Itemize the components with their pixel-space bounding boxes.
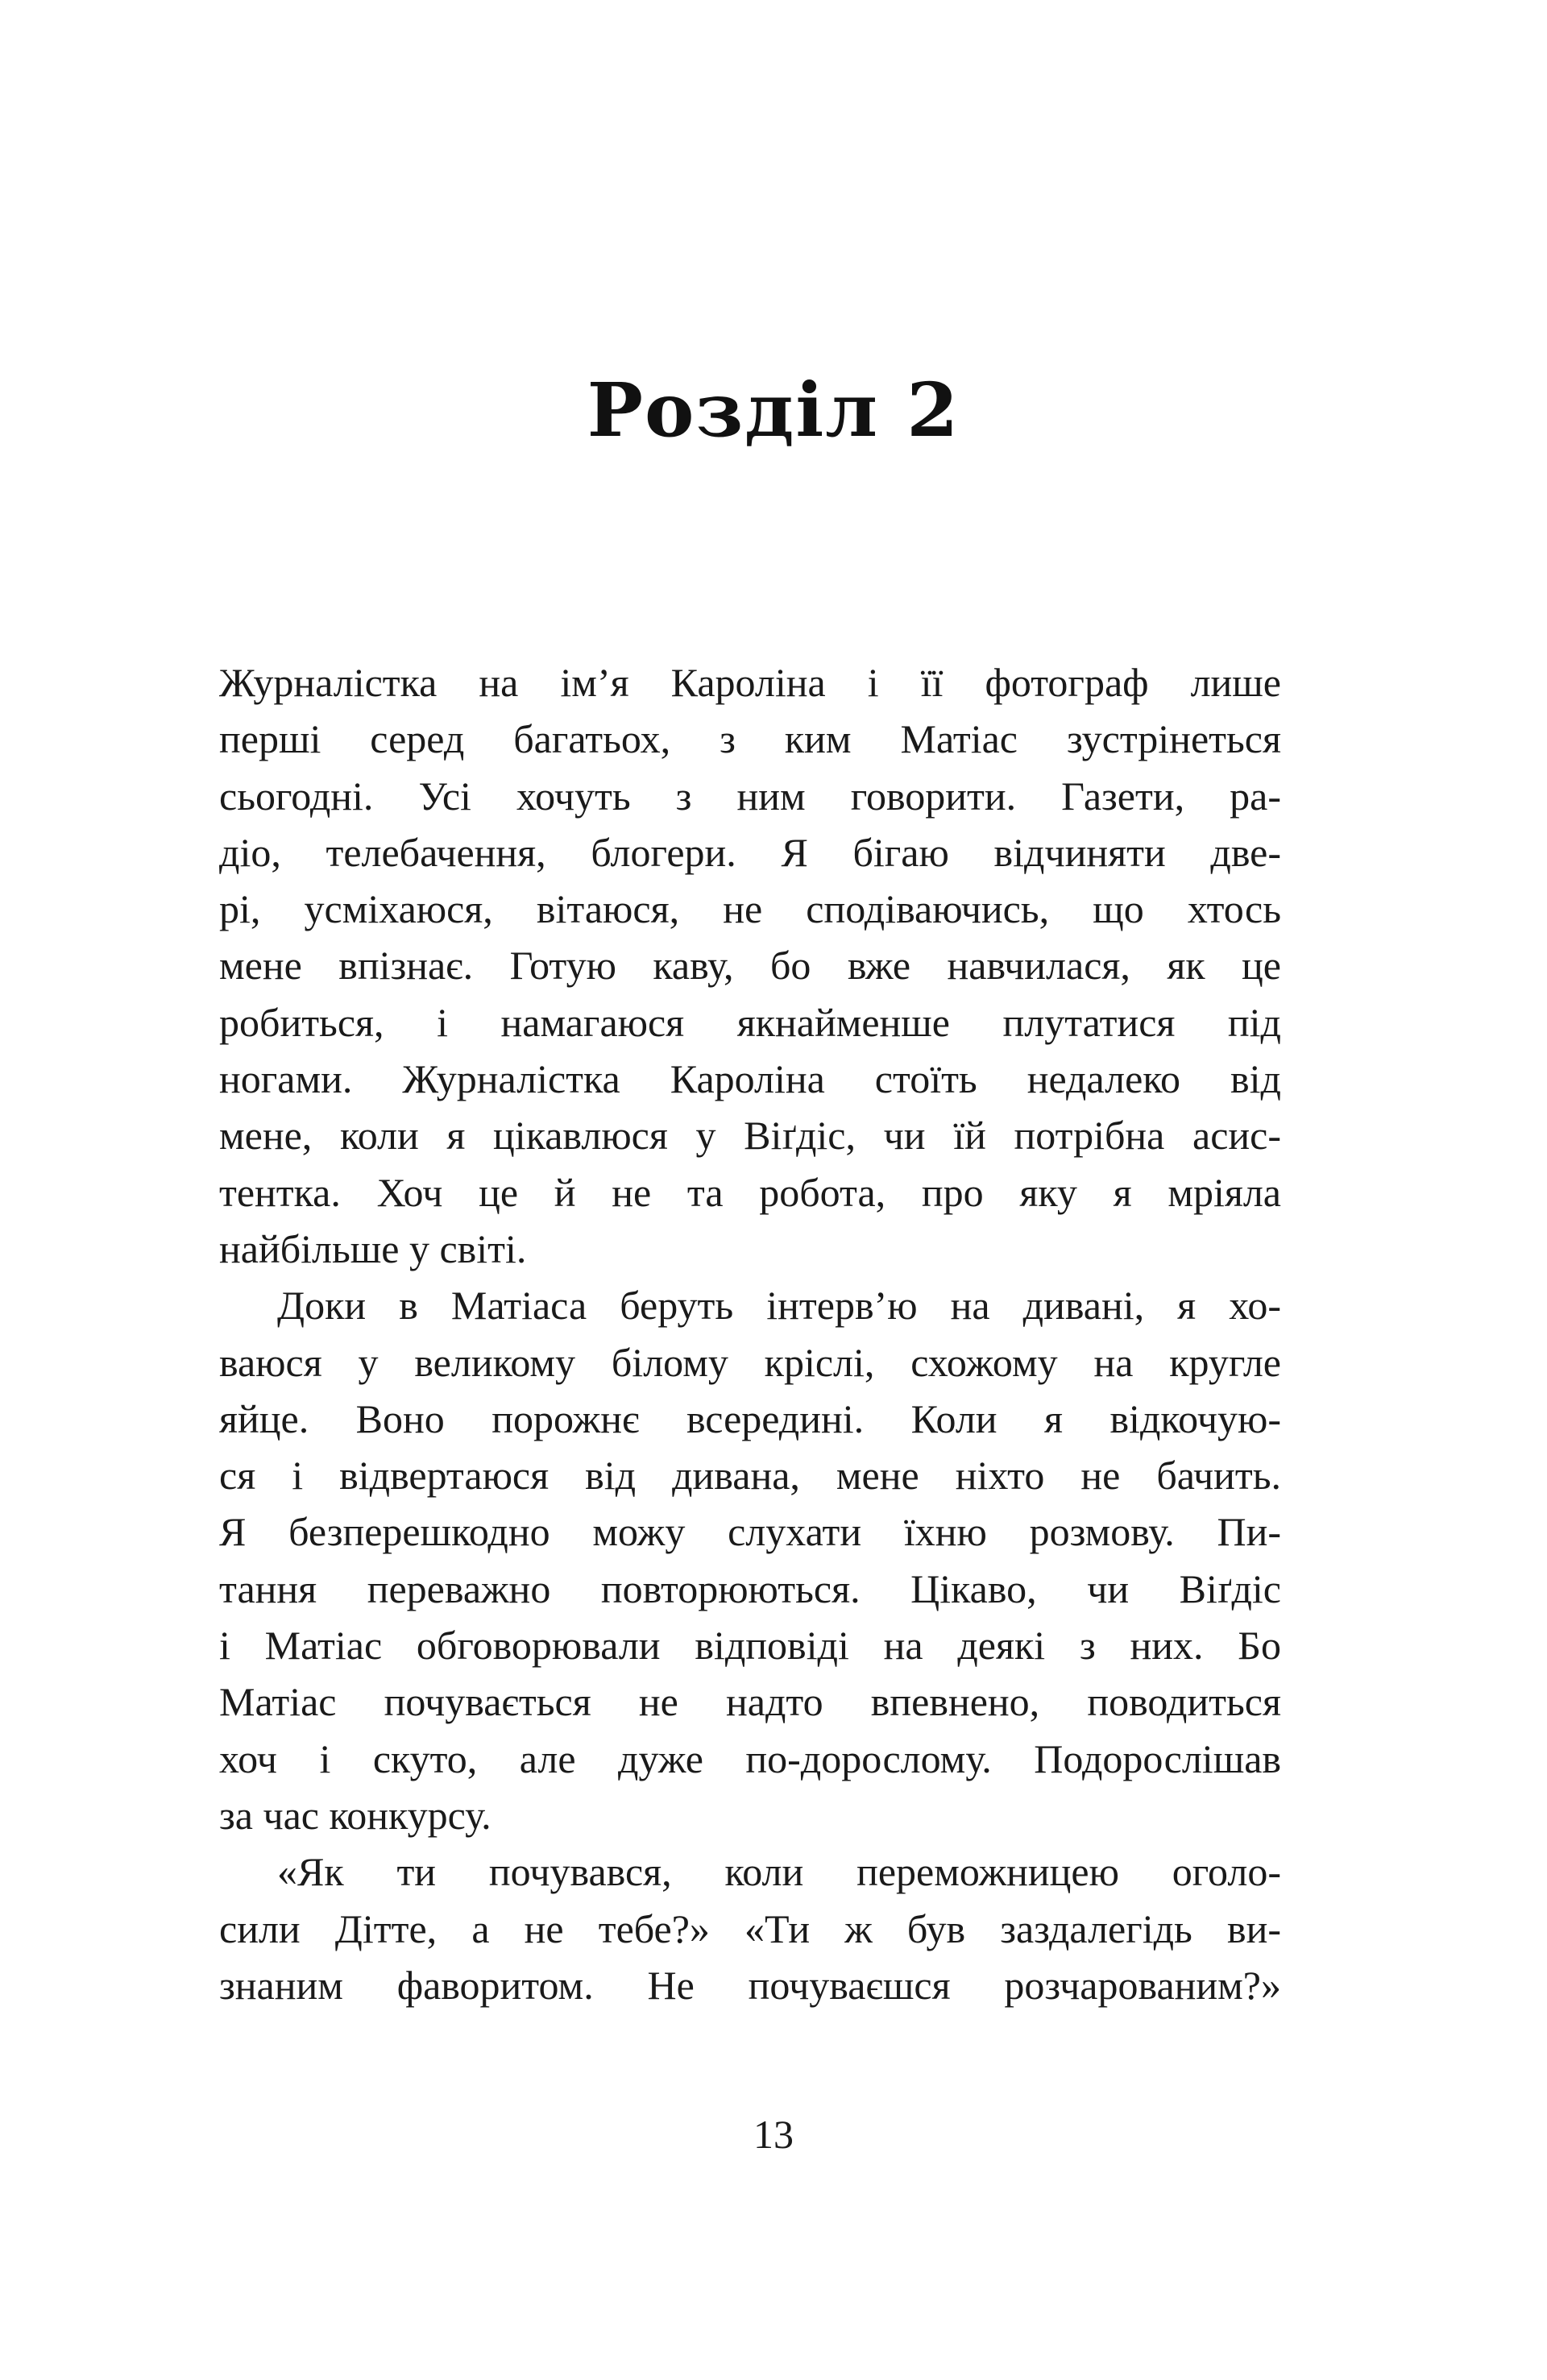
text-line: мене, коли я цікавлюся у Віґдіс, чи їй потрібна асис- (219, 1113, 1281, 1159)
text-line: яйце. Воно порожнє всередині. Коли я відкочую- (219, 1395, 1281, 1441)
text-line: рі, усміхаюся, вітаюся, не сподіваючись, що хтось (219, 886, 1281, 932)
text-line: сьогодні. Усі хочуть з ним говорити. Газети, ра- (219, 773, 1281, 819)
text-line: «Як ти почувався, коли переможницею оголо- (277, 1849, 1281, 1895)
paragraph (219, 1277, 1281, 1843)
text-line: тання переважно повторюються. Цікаво, чи Віґдіс (219, 1565, 1281, 1611)
page-number: 13 (753, 2112, 794, 2157)
text-line: ся і відвертаюся від дивана, мене ніхто не бачить. (219, 1453, 1281, 1499)
text-line: Матіас почувається не надто впевнено, поводиться (219, 1679, 1281, 1725)
text-line: тентка. Хоч це й не та робота, про яку я мріяла (219, 1169, 1281, 1215)
text-line: знаним фаворитом. Не почуваєшся розчарованим?» (219, 1962, 1281, 2008)
text-line: ногами. Журналістка Кароліна стоїть недалеко від (219, 1056, 1281, 1102)
text-line: Доки в Матіаса беруть інтерв’ю на дивані, я хо- (277, 1283, 1281, 1329)
text-line: перші серед багатьох, з ким Матіас зустрінеться (219, 716, 1281, 762)
text-line: мене впізнає. Готую каву, бо вже навчилася, як це (219, 943, 1281, 989)
text-line: хоч і скуто, але дуже по-дорослому. Подорослішав (219, 1735, 1281, 1781)
text-line: робиться, і намагаюся якнайменше плутатися під (219, 999, 1281, 1045)
text-line: і Матіас обговорювали відповіді на деякі з них. Бо (219, 1623, 1281, 1669)
body-text (219, 654, 1281, 2013)
text-line: Я безперешкодно можу слухати їхню розмову. Пи- (219, 1509, 1281, 1555)
text-line: Журналістка на ім’я Кароліна і її фотограф лише (219, 660, 1281, 705)
text-line: ваюся у великому білому кріслі, схожому на кругле (219, 1339, 1281, 1385)
text-line: найбільше у світі. (219, 1225, 527, 1271)
text-line: діо, телебачення, блогери. Я бігаю відчиняти две- (219, 829, 1281, 875)
paragraph (219, 654, 1281, 1277)
paragraph (219, 1843, 1281, 2013)
chapter-title: Розділ 2 (587, 367, 960, 454)
text-line: сили Дітте, а не тебе?» «Ти ж був заздалегідь ви- (219, 1905, 1281, 1951)
text-line: за час конкурсу. (219, 1792, 491, 1838)
